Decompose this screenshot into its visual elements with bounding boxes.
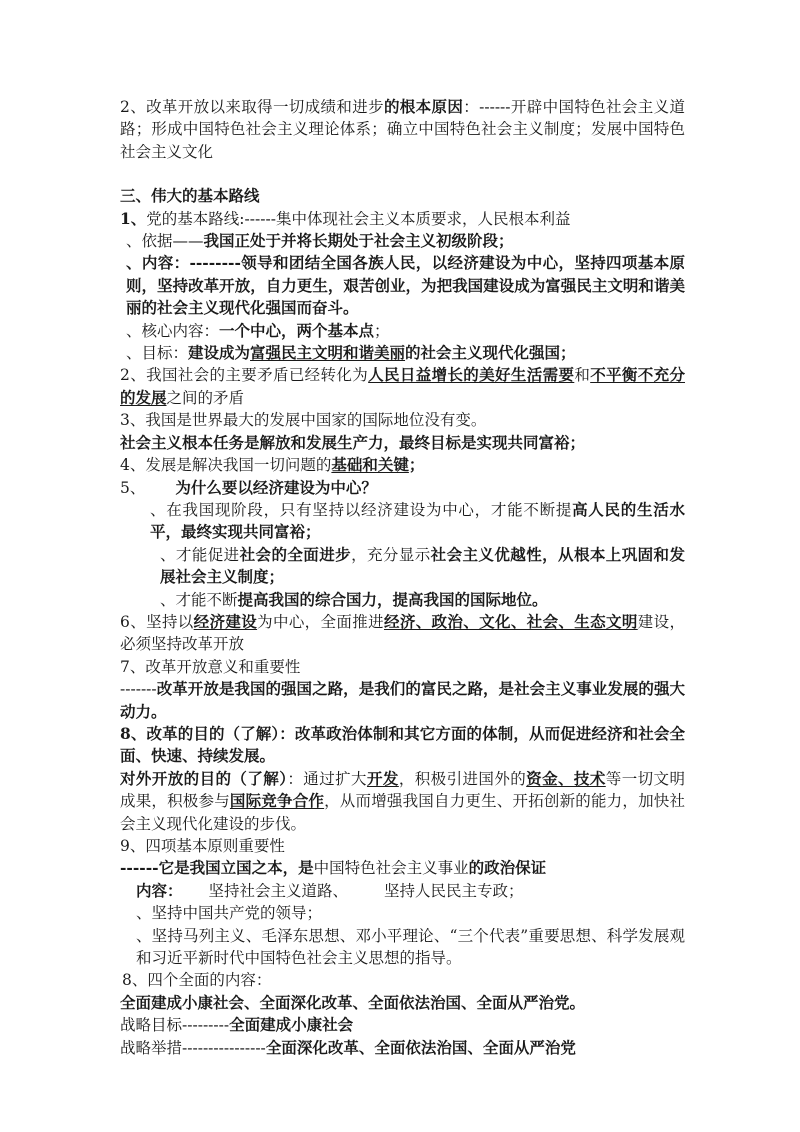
underlined-bold-text: 富强民主文明和谐美丽 bbox=[250, 343, 406, 363]
underlined-bold-text: 资金、技术 bbox=[526, 768, 606, 788]
text-run: ，积极引进国外的 bbox=[398, 769, 527, 788]
text-run: 、才能不断 bbox=[160, 590, 238, 609]
underlined-bold-text: 基础和关键 bbox=[331, 455, 409, 475]
text-run: 之间的矛盾 bbox=[166, 388, 245, 407]
section-heading: 三、伟大的基本路线 bbox=[120, 186, 260, 206]
line-party-leadership: 、坚持中国共产党的领导； bbox=[136, 904, 323, 923]
bold-text: 改革开放是我国的强国之路，是我们的富民之路，是社会主义事业发展的强大动力。 bbox=[120, 679, 685, 721]
text-run: 为中心，全面推进 bbox=[257, 612, 384, 631]
text-run: 战略目标--------- bbox=[120, 1016, 230, 1035]
bold-text: 社会主义优越性，从根本上巩固和发展社会主义制度； bbox=[160, 544, 685, 587]
underlined-bold-text: 经济建设 bbox=[193, 611, 258, 631]
line-content: 、内容：--------领导和团结全国各族人民，以经济建设为中心，坚持四项基本原则，坚持改革开放，自力更生，艰苦创业，为把我国建设成为富强民主文明和谐美丽的社会主义现代化强国而奋斗。 bbox=[126, 253, 685, 318]
line-reason-one bbox=[120, 499, 685, 544]
text-run: ------- bbox=[120, 680, 157, 699]
bold-text: 的社会主义现代化强国； bbox=[405, 343, 576, 363]
line-principles-content bbox=[120, 880, 685, 902]
text-run: 坚持社会主义道路、 bbox=[208, 881, 349, 900]
item-number: 5、 bbox=[120, 478, 146, 497]
bold-text: 内容： bbox=[136, 880, 183, 900]
underlined-bold-text: 开发 bbox=[366, 768, 399, 788]
underlined-bold-text: 国际竞争合作 bbox=[229, 791, 325, 811]
line-fundamental-task: 社会主义根本任务是解放和发展生产力，最终目标是实现共同富裕； bbox=[120, 432, 586, 452]
bold-text: 一个中心，两个基本点 bbox=[219, 320, 375, 340]
line-strategic-measures bbox=[120, 1037, 685, 1059]
line-guiding-thought: 、坚持马列主义、毛泽东思想、邓小平理论、“三个代表”重要思想、科学发展观和习近平新时代中国特色社会主义思想的指导。 bbox=[136, 926, 685, 968]
text-run: 、核心内容： bbox=[126, 321, 220, 340]
underlined-bold-text: 经济、政治、文化、社会、生态文明 bbox=[383, 611, 638, 631]
line-reform-purpose: 8、改革的目的（了解）：改革政治体制和其它方面的体制，从而促进经济和社会全面、快速、持续发展。 bbox=[120, 723, 685, 766]
line-goal bbox=[120, 342, 685, 364]
text-run: 等一切文明成果，积极参与 bbox=[120, 769, 685, 811]
text-run: ，充分显示 bbox=[351, 545, 431, 564]
line-foundation bbox=[120, 857, 685, 879]
bold-text: 高人民的生活水平，最终实现共同富裕； bbox=[150, 499, 685, 542]
text-run: ：通过扩大 bbox=[287, 769, 367, 788]
underlined-bold-text: 人民日益增长的美好生活需要 bbox=[368, 365, 575, 385]
line-reason-two bbox=[120, 544, 685, 589]
item-number: 1、 bbox=[120, 208, 147, 228]
bold-text: ； bbox=[408, 455, 425, 475]
line-four-comprehensives: 8、四个全面的内容： bbox=[122, 971, 272, 990]
text-run: 、目标： bbox=[126, 344, 189, 363]
text-run: 建设，必须坚持改革开放 bbox=[120, 612, 685, 654]
line-reason-three bbox=[120, 589, 685, 611]
line-international-status: 3、我国是世界最大的发展中国家的国际地位没有变。 bbox=[120, 411, 487, 430]
line-four-comprehensives-list: 全面建成小康社会、全面深化改革、全面依法治国、全面从严治党。 bbox=[120, 992, 586, 1012]
text-run: 战略举措---------------- bbox=[120, 1038, 266, 1057]
line-opening-purpose bbox=[120, 768, 685, 835]
bold-text: 全面建成小康社会 bbox=[229, 1015, 354, 1035]
line-basis bbox=[120, 230, 685, 252]
line-reform-significance: 7、改革开放意义和重要性 bbox=[120, 657, 301, 676]
line-core-content bbox=[120, 320, 685, 342]
text-run: 、在我国现阶段，只有坚持以经济建设为中心，才能不断提 bbox=[150, 500, 573, 519]
text-run: 坚持人民民主专政； bbox=[384, 881, 524, 900]
line-strategic-goal bbox=[120, 1014, 685, 1036]
bold-text: 全面深化改革、全面依法治国、全面从严治党 bbox=[265, 1037, 576, 1057]
text-run: 党的基本路线:------集中体现社会主义本质要求，人民根本利益 bbox=[146, 209, 571, 228]
text-run: 2、我国社会的主要矛盾已经转化为 bbox=[120, 366, 369, 385]
underlined-bold-text: 不平衡不充分的发展 bbox=[120, 365, 685, 407]
line-reform-road bbox=[120, 678, 685, 723]
bold-text: 为什么要以经济建设为中心？ bbox=[175, 477, 377, 497]
line-development-key bbox=[120, 454, 685, 476]
text-run: 中国特色社会主义事业 bbox=[313, 859, 469, 878]
line-basic-line bbox=[120, 208, 685, 230]
bold-text: 我国正处于并将长期处于社会主义初级阶段； bbox=[203, 231, 514, 251]
text-run: ，从而增强我国自力更生、开拓创新的能力，加快社会主义现代化建设的步伐。 bbox=[120, 792, 685, 833]
spacer bbox=[120, 163, 685, 185]
bold-text: 的政治保证 bbox=[468, 858, 547, 878]
document-body bbox=[120, 96, 685, 1059]
paragraph-fundamental-reason bbox=[120, 96, 685, 163]
text-run: ； bbox=[374, 321, 390, 340]
line-main-contradiction bbox=[120, 364, 685, 409]
text-run: 、依据—— bbox=[126, 232, 204, 251]
text-run: 和 bbox=[574, 366, 591, 385]
bold-text: 对外开放的目的（了解） bbox=[120, 768, 288, 788]
text-run: ：------开辟中国特色社会主义道路；形成中国特色社会主义理论体系；确立中国特色社会主义制度；发展中国特色社会主义文化 bbox=[120, 98, 685, 161]
text-run: 6、坚持以 bbox=[120, 612, 194, 631]
text-run: 2、改革开放以来取得一切成绩和进步 bbox=[120, 98, 384, 116]
line-why-economic-center bbox=[120, 477, 685, 499]
bold-text: ------它是我国立国之本，是 bbox=[120, 858, 314, 878]
line-comprehensive-construction bbox=[120, 611, 685, 656]
text-run: 、才能促进 bbox=[160, 545, 240, 564]
line-four-principles-importance: 9、四项基本原则重要性 bbox=[120, 837, 285, 855]
bold-text: 的根本原因 bbox=[383, 97, 464, 116]
bold-text: 建设成为 bbox=[188, 343, 251, 363]
text-run: 4、发展是解决我国一切问题的 bbox=[120, 456, 332, 475]
bold-text: 社会的全面进步 bbox=[239, 544, 352, 564]
bold-text: 提高我国的综合国力，提高我国的国际地位。 bbox=[237, 589, 548, 609]
